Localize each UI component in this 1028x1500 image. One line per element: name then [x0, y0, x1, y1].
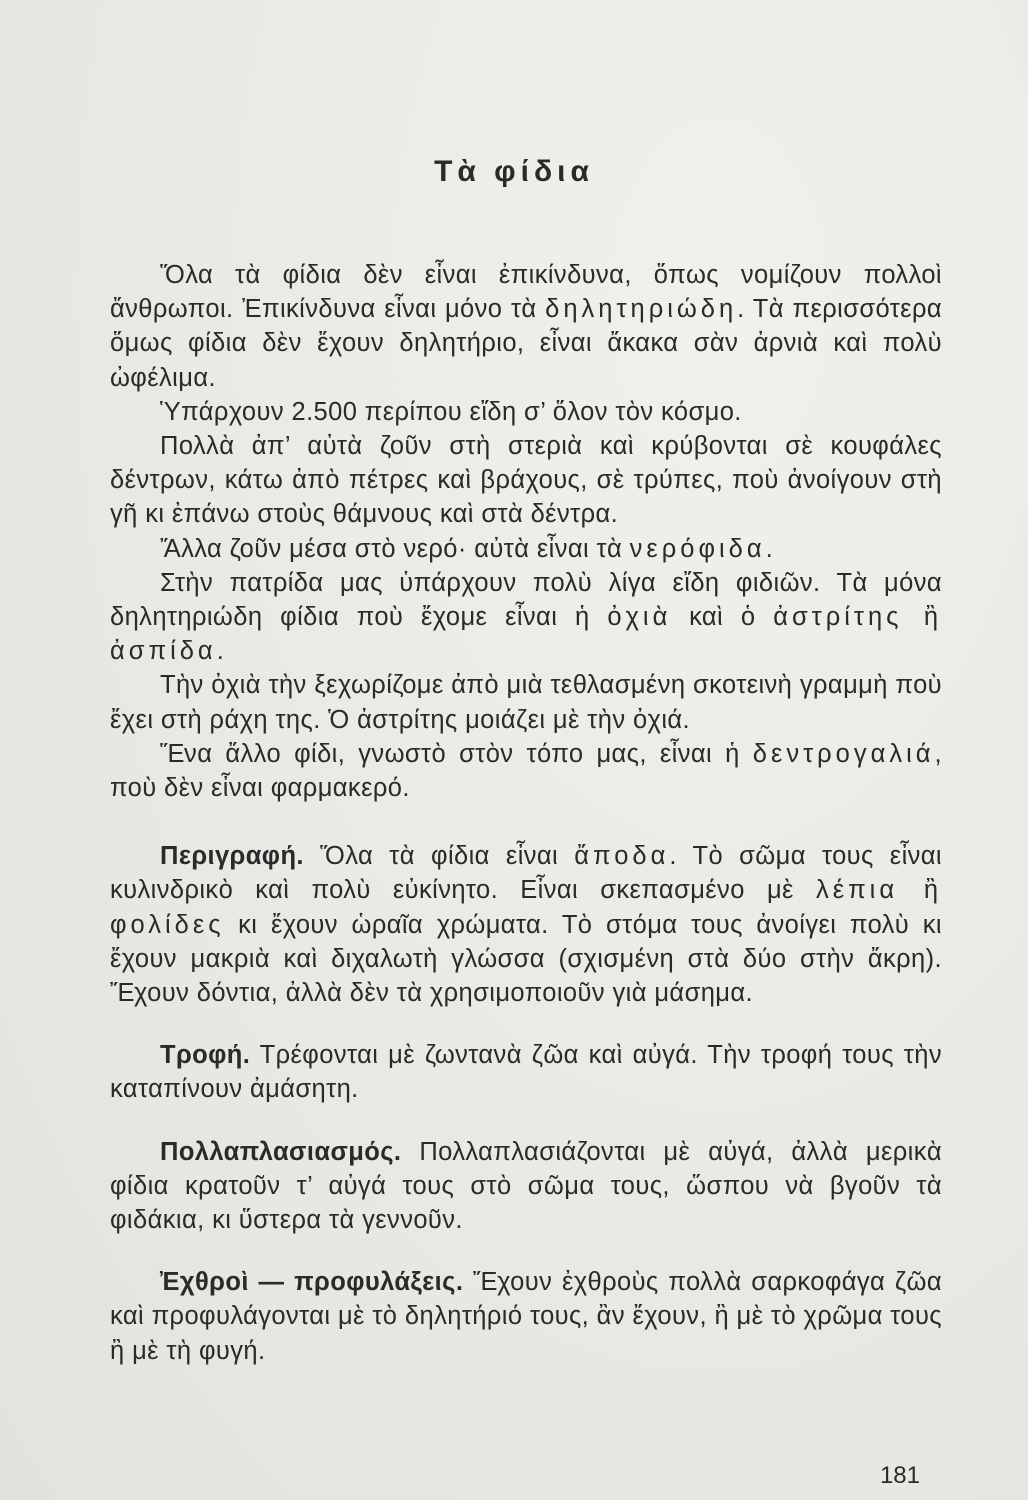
section-reproduction: Πολλαπλασιασμός. Πολλαπλασιάζονται μὲ αὐγά, ἀλλὰ μερικὰ φίδια κρατοῦν τ’ αὐγά τους στὸ σῶμα τους, ὥσπου νὰ βγοῦν τὰ φιδάκια, κι ὕστερα τὰ γεννοῦν. [110, 1137, 942, 1235]
paragraph: Στὴν πατρίδα μας ὑπάρχουν πολὺ λίγα εἴδη φιδιῶν. Τὰ μόνα δηλητηριώδη φίδια ποὺ ἔχομε εἶναι ἡ ὀχιὰ καὶ ὁ ἀστρίτης ἢ ἀσπίδα. [110, 568, 942, 666]
chapter-title: Τὰ φίδια [434, 155, 594, 188]
section-heading: Τροφή. [160, 1041, 251, 1070]
paragraph: Ὑπάρχουν 2.500 περίπου εἴδη σ’ ὅλον τὸν κόσμο. [160, 397, 742, 426]
section-heading: Πολλαπλασιασμός. [160, 1137, 402, 1166]
section-heading: Ἐχθροὶ — προφυλάξεις. [160, 1268, 464, 1297]
section-heading: Περιγραφή. [160, 842, 304, 871]
section-food: Τροφή. Τρέφονται μὲ ζωντανὰ ζῶα καὶ αὐγά. Τὴν τροφή τους τὴν καταπίνουν ἀμάσητη. [110, 1041, 942, 1104]
paragraph: Τὴν ὀχιὰ τὴν ξεχωρίζομε ἀπὸ μιὰ τεθλασμένη σκοτεινὴ γραμμὴ ποὺ ἔχει στὴ ράχη της. Ὁ ἀστρίτης μοιάζει μὲ τὴν ὀχιά. [110, 671, 942, 734]
section-description: Περιγραφή. Ὅλα τὰ φίδια εἶναι ἄποδα. Τὸ σῶμα τους εἶναι κυλινδρικὸ καὶ πολὺ εὐκίνητο. Εἶναι σκεπασμένο μὲ λέπια ἢ φολίδες κι ἔχουν ὡραῖα χρώματα. Τὸ στόμα τους ἀνοίγει πολὺ κι ἔχουν μακριὰ καὶ διχαλωτὴ γλώσσα (σχισμένη στὰ δύο στὴν ἄκρη). Ἔχουν δόντια, ἀλλὰ δὲν τὰ χρησιμοποιοῦν γιὰ μάσημα. [110, 842, 943, 1008]
page-body [110, 258, 942, 1396]
paragraph: Πολλὰ ἀπ’ αὐτὰ ζοῦν στὴ στεριὰ καὶ κρύβονται σὲ κουφάλες δέντρων, κάτω ἀπὸ πέτρες καὶ βράχους, σὲ τρύπες, ποὺ ἀνοίγουν στὴ γῆ κι ἐπάνω στοὺς θάμνους καὶ στὰ δέντρα. [110, 432, 942, 529]
page-number: 181 [879, 1462, 920, 1489]
paragraph: Ὅλα τὰ φίδια δὲν εἶναι ἐπικίνδυνα, ὅπως νομίζουν πολλοὶ ἄνθρωποι. Ἐπικίνδυνα εἶναι μόνο τὰ δηλητηριώδη. Τὰ περισσότερα ὅμως φίδια δὲν ἔχουν δηλητήριο, εἶναι ἄκακα σὰν ἀρνιὰ καὶ πολὺ ὠφέλιμα. [110, 261, 942, 392]
section-enemies: Ἐχθροὶ — προφυλάξεις. Ἔχουν ἐχθροὺς πολλὰ σαρκοφάγα ζῶα καὶ προφυλάγονται μὲ τὸ δηλητήριό τους, ἂν ἔχουν, ἢ μὲ τὸ χρῶμα τους ἢ μὲ τὴ φυγή. [110, 1268, 942, 1365]
paragraph: Ἕνα ἄλλο φίδι, γνωστὸ στὸν τόπο μας, εἶναι ἡ δεντρογαλιά, ποὺ δὲν εἶναι φαρμακερό. [110, 739, 942, 803]
paragraph: Ἄλλα ζοῦν μέσα στὸ νερό· αὐτὰ εἶναι τὰ νερόφιδα. [160, 534, 774, 563]
